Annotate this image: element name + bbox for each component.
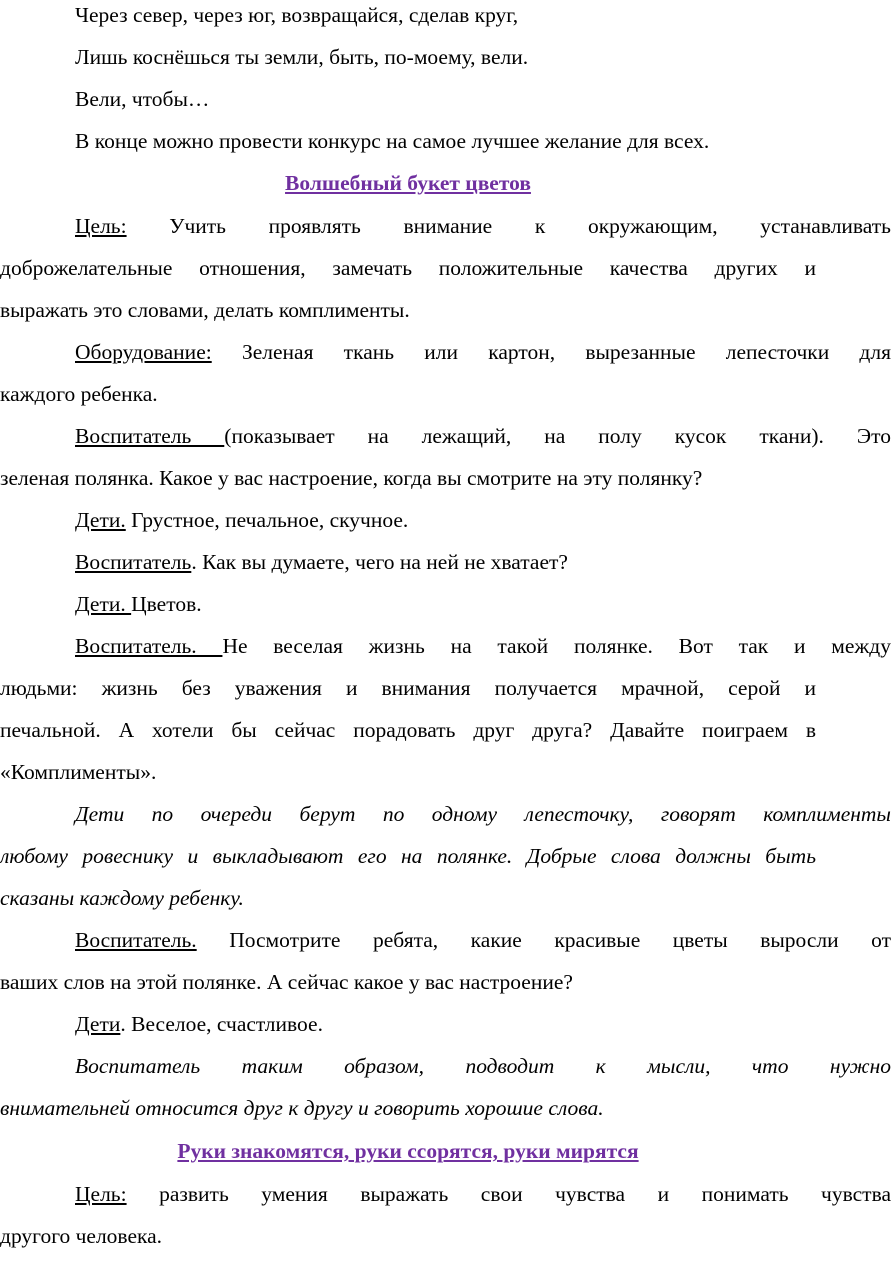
note-2-line-2: внимательней относится друг к другу и говорить хорошие слова. xyxy=(0,1096,604,1120)
goal-label: Цель: xyxy=(75,214,127,238)
game1-equipment-line-2: каждого ребенка. xyxy=(0,382,158,406)
dialog-5-line-1 xyxy=(0,625,891,667)
equipment-label: Оборудование: xyxy=(75,340,212,364)
dialog-6-line-1 xyxy=(0,919,891,961)
goal-label: Цель: xyxy=(75,1182,127,1206)
dialog-text: Цветов. xyxy=(131,592,202,616)
speaker-teacher: Воспитатель xyxy=(75,550,192,574)
speaker-teacher: Воспитатель xyxy=(75,424,225,448)
dialog-6-line-2: ваших слов на этой полянке. А сейчас какое у вас настроение? xyxy=(0,970,573,994)
intro-end-text: В конце можно провести конкурс на самое лучшее желание для всех. xyxy=(75,129,710,153)
note-2-line-1: Воспитатель таким образом, подводит к мысли, что нужно xyxy=(75,1054,891,1078)
equipment-text: Зеленая ткань или картон, вырезанные лепесточки для xyxy=(211,340,891,364)
speaker-children: Дети xyxy=(75,1012,121,1036)
dialog-7 xyxy=(0,1003,891,1045)
dialog-text: . Как вы думаете, чего на ней не хватает? xyxy=(191,550,568,574)
game1-goal-line-1 xyxy=(0,205,891,247)
dialog-5-line-4: «Комплименты». xyxy=(0,760,157,784)
note-1-line-2: любому ровеснику и выкладывают его на полянке. Добрые слова должны быть xyxy=(0,844,816,868)
game2-goal-line-2: другого человека. xyxy=(0,1224,163,1248)
dialog-1-line-1 xyxy=(0,415,891,457)
dialog-text: Не веселая жизнь на такой полянке. Вот так и между xyxy=(222,634,891,658)
verse-line-3: Вели, чтобы… xyxy=(75,87,210,111)
note-1-line-1: Дети по очереди берут по одному лепесточку, говорят комплименты xyxy=(75,802,891,826)
dialog-5-line-3: печальной. А хотели бы сейчас порадовать друг друга? Давайте поиграем в xyxy=(0,718,816,742)
verse-line-2: Лишь коснёшься ты земли, быть, по-моему, вели. xyxy=(75,45,529,69)
dialog-text: Грустное, печальное, скучное. xyxy=(125,508,409,532)
game2-title: Руки знакомятся, руки ссорятся, руки мирятся xyxy=(177,1139,639,1163)
game1-goal-line-2: доброжелательные отношения, замечать положительные качества других и xyxy=(0,256,816,280)
verse-line-1: Через север, через юг, возвращайся, сделав круг, xyxy=(75,3,519,27)
speaker-teacher: Воспитатель. xyxy=(75,928,197,952)
dialog-text: Посмотрите ребята, какие красивые цветы выросли от xyxy=(196,928,891,952)
game1-goal-line-3: выражать это словами, делать комплименты. xyxy=(0,298,410,322)
dialog-2 xyxy=(0,499,891,541)
dialog-3 xyxy=(0,541,891,583)
dialog-1-line-2: зеленая полянка. Какое у вас настроение, когда вы смотрите на эту полянку? xyxy=(0,466,703,490)
dialog-text: . Веселое, счастливое. xyxy=(120,1012,323,1036)
game1-equipment-line-1 xyxy=(0,331,891,373)
note-1-line-3: сказаны каждому ребенку. xyxy=(0,886,244,910)
speaker-children: Дети. xyxy=(75,592,132,616)
goal-text: Учить проявлять внимание к окружающим, устанавливать xyxy=(126,214,891,238)
speaker-teacher: Воспитатель. xyxy=(75,634,223,658)
game1-title: Волшебный букет цветов xyxy=(285,171,531,195)
dialog-text: (показывает на лежащий, на полу кусок ткани). Это xyxy=(224,424,891,448)
game2-goal-line-1 xyxy=(0,1173,891,1215)
dialog-4 xyxy=(0,583,891,625)
dialog-5-line-2: людьми: жизнь без уважения и внимания получается мрачной, серой и xyxy=(0,676,816,700)
goal-text: развить умения выражать свои чувства и понимать чувства xyxy=(126,1182,891,1206)
speaker-children: Дети. xyxy=(75,508,126,532)
